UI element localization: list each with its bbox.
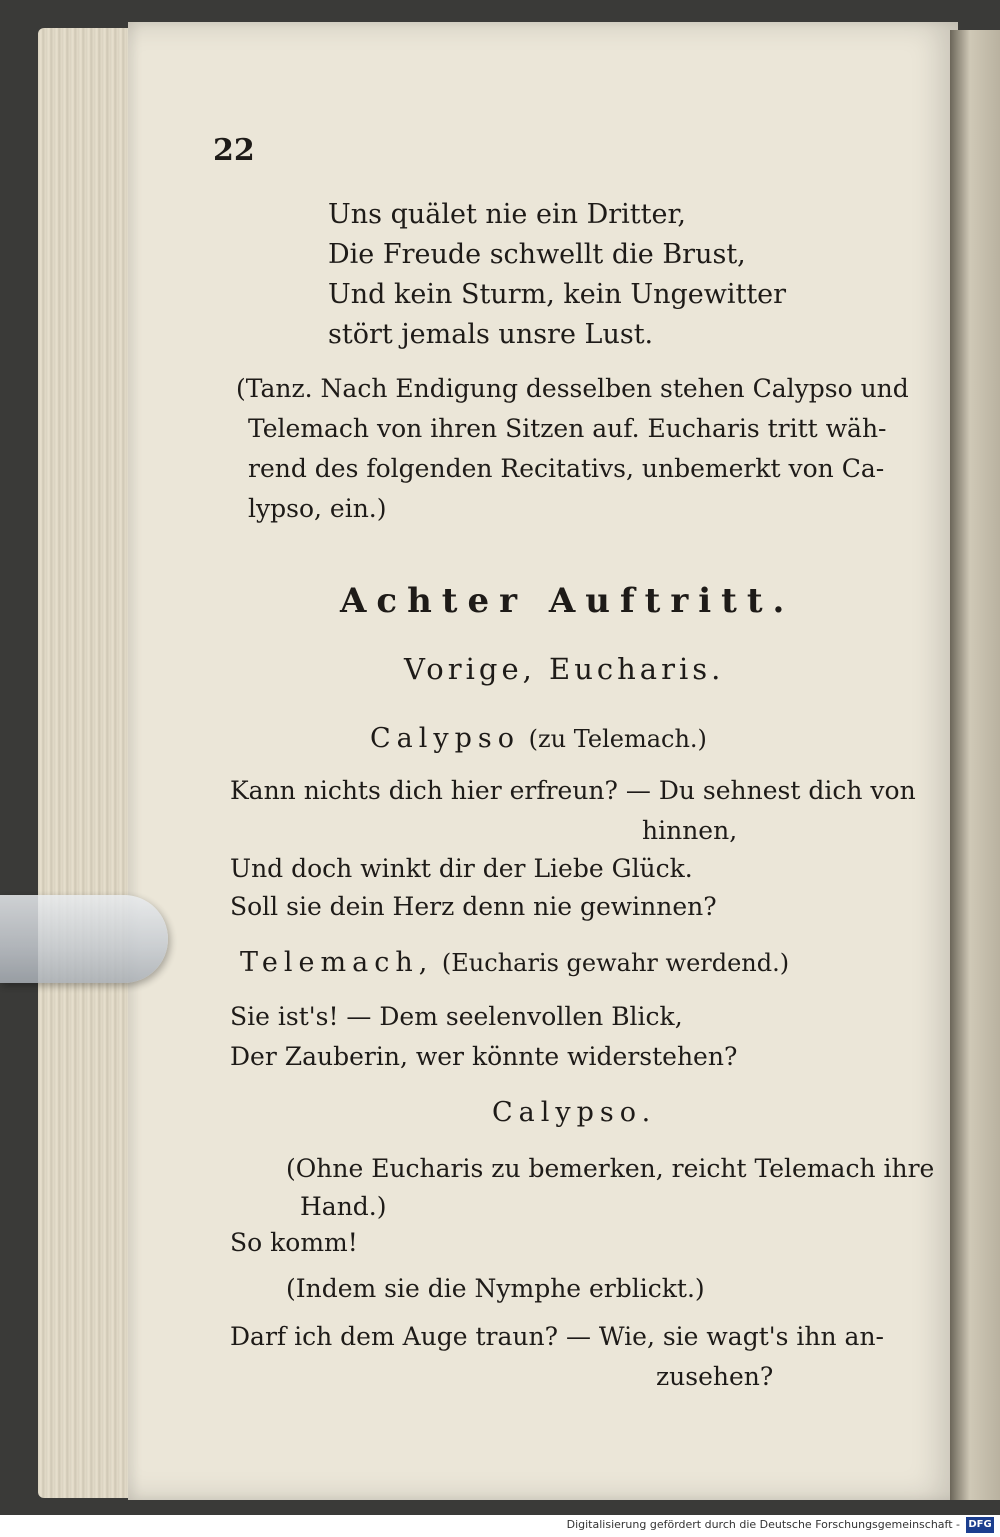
- stage-direction-line: (Tanz. Nach Endigung desselben stehen Calypso und: [236, 374, 909, 403]
- page-number: 22: [213, 133, 255, 168]
- speaker-name: Telemach,: [240, 947, 434, 978]
- dfg-logo: DFG: [966, 1517, 994, 1533]
- stage-direction-line: lypso, ein.): [248, 494, 387, 523]
- speaker-direction: (Eucharis gewahr werdend.): [441, 949, 790, 977]
- speech-line: Darf ich dem Auge traun? — Wie, sie wagt's ihn an-: [230, 1322, 885, 1351]
- scene-heading: Achter Auftritt.: [340, 581, 795, 621]
- speaker-name: Calypso: [370, 723, 521, 754]
- song-line: Und kein Sturm, kein Ungewitter: [328, 279, 787, 310]
- stage-direction-line: (Ohne Eucharis zu bemerken, reicht Telemach ihre: [286, 1154, 935, 1183]
- speech-line: Und doch winkt dir der Liebe Glück.: [230, 854, 693, 883]
- speech-line: Sie ist's! — Dem seelenvollen Blick,: [230, 1002, 683, 1031]
- page-clip: [0, 895, 168, 983]
- song-line: Uns quälet nie ein Dritter,: [328, 199, 686, 230]
- song-line: Die Freude schwellt die Brust,: [328, 239, 746, 270]
- speech-line: Kann nichts dich hier erfreun? — Du sehnest dich von: [230, 776, 916, 805]
- footer: [0, 1515, 1000, 1537]
- stage-direction-line: Telemach von ihren Sitzen auf. Eucharis tritt wäh-: [248, 414, 887, 443]
- speech-line: Soll sie dein Herz denn nie gewinnen?: [230, 892, 717, 921]
- speaker-name: Calypso.: [492, 1097, 657, 1128]
- stage-direction-line: rend des folgenden Recitativs, unbemerkt von Ca-: [248, 454, 885, 483]
- speaker-line: [370, 722, 707, 756]
- speech-line: hinnen,: [642, 816, 738, 845]
- speaker-direction: (zu Telemach.): [528, 725, 707, 753]
- speaker-line: [240, 946, 789, 980]
- stage-direction-line: Hand.): [300, 1192, 387, 1221]
- scene-persons: Vorige, Eucharis.: [404, 652, 725, 686]
- speech-line: So komm!: [230, 1228, 358, 1257]
- footer-credit: Digitalisierung gefördert durch die Deutsche Forschungsgemeinschaft -: [566, 1518, 960, 1531]
- speech-line: zusehen?: [656, 1362, 774, 1391]
- song-line: stört jemals unsre Lust.: [328, 319, 654, 350]
- stage-direction-line: (Indem sie die Nymphe erblickt.): [286, 1274, 705, 1303]
- speech-line: Der Zauberin, wer könnte widerstehen?: [230, 1042, 738, 1071]
